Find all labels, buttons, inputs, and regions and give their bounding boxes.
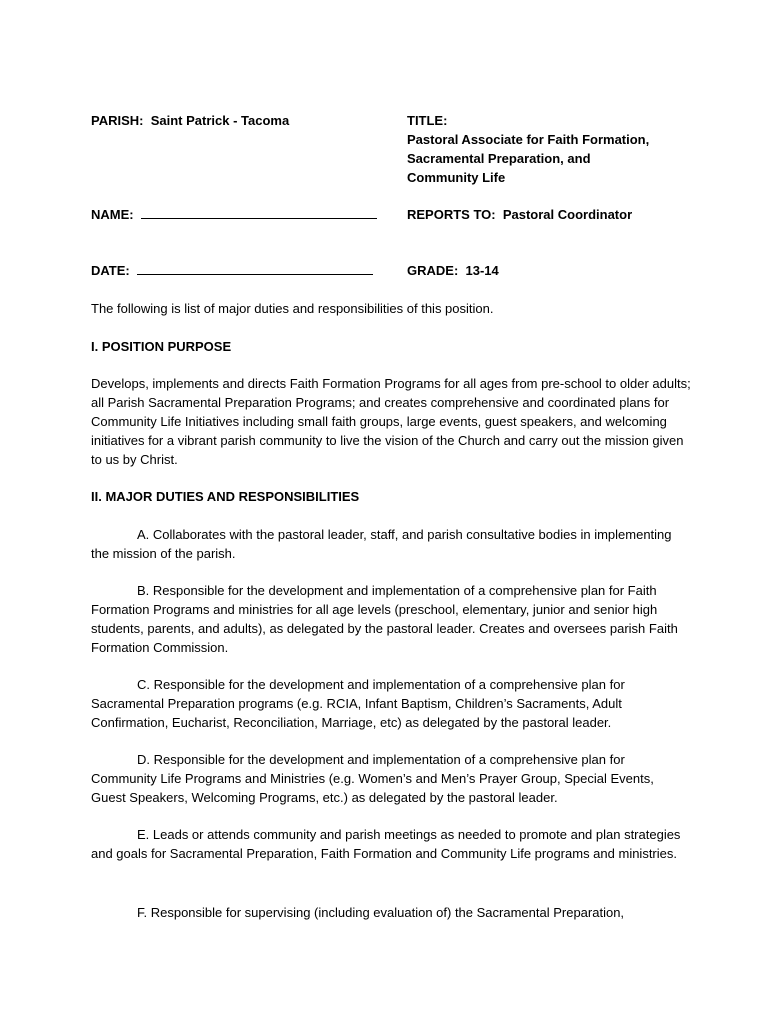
reports-to-label: REPORTS TO: xyxy=(407,207,496,222)
position-purpose-paragraph: Develops, implements and directs Faith Formation Programs for all ages from pre-school to older adults; all Parish Sacramental Preparation Programs; and creates comprehensive and coordinated plans for Community Life Initiatives including small faith groups, large events, guest speakers, and welcoming initiatives for a vibrant parish community to live the vision of the Church and carry out the mission given to us by Christ. xyxy=(91,376,691,467)
grade-value: 13-14 xyxy=(465,263,499,278)
duty-item-b: B. Responsible for the development and implementation of a comprehensive plan for Faith Formation Programs and ministries for all age levels (preschool, elementary, junior and senior high students, parents, and adults), as delegated by the pastoral leader. Creates and oversees parish Faith Formation Commission. xyxy=(91,583,678,655)
reports-to-field xyxy=(407,205,632,224)
section-heading-position-purpose: I. POSITION PURPOSE xyxy=(91,339,232,354)
name-label: NAME: xyxy=(91,207,134,222)
title-line-1: Pastoral Associate for Faith Formation, xyxy=(407,132,650,147)
duty-item-d: D. Responsible for the development and implementation of a comprehensive plan for Community Life Programs and Ministries (e.g. Women’s and Men’s Prayer Group, Special Events, Guest Speakers, Welcoming Programs, etc.) as delegated by the pastoral leader. xyxy=(91,752,654,805)
parish-label: PARISH: xyxy=(91,113,144,128)
duty-item-c: C. Responsible for the development and implementation of a comprehensive plan for Sacramental Preparation programs (e.g. RCIA, Infant Baptism, Children’s Sacraments, Adult Confirmation, Eucharist, Reconciliation, Marriage, etc) as delegated by the pastoral leader. xyxy=(91,677,625,730)
date-label: DATE: xyxy=(91,263,130,278)
title-field xyxy=(407,111,649,187)
duty-item-f: F. Responsible for supervising (including evaluation of) the Sacramental Preparation, xyxy=(137,905,625,920)
intro-text: The following is list of major duties and responsibilities of this position. xyxy=(91,301,494,316)
title-label: TITLE: xyxy=(407,113,448,128)
title-line-3: Community Life xyxy=(407,170,506,185)
date-blank-line[interactable] xyxy=(137,262,373,275)
name-field xyxy=(91,205,377,224)
duty-item-e: E. Leads or attends community and parish meetings as needed to promote and plan strategies and goals for Sacramental Preparation, Faith Formation and Community Life programs and ministries. xyxy=(91,827,681,861)
date-field xyxy=(91,261,373,280)
name-blank-line[interactable] xyxy=(141,206,377,219)
duty-item-a: A. Collaborates with the pastoral leader, staff, and parish consultative bodies in implementing the mission of the parish. xyxy=(91,527,672,561)
reports-to-value: Pastoral Coordinator xyxy=(502,207,633,222)
grade-field xyxy=(407,261,499,280)
grade-label: GRADE: xyxy=(407,263,459,278)
parish-field xyxy=(91,111,289,130)
section-heading-major-duties: II. MAJOR DUTIES AND RESPONSIBILITIES xyxy=(91,489,360,504)
parish-value: Saint Patrick - Tacoma xyxy=(150,113,290,128)
title-line-2: Sacramental Preparation, and xyxy=(407,151,591,166)
